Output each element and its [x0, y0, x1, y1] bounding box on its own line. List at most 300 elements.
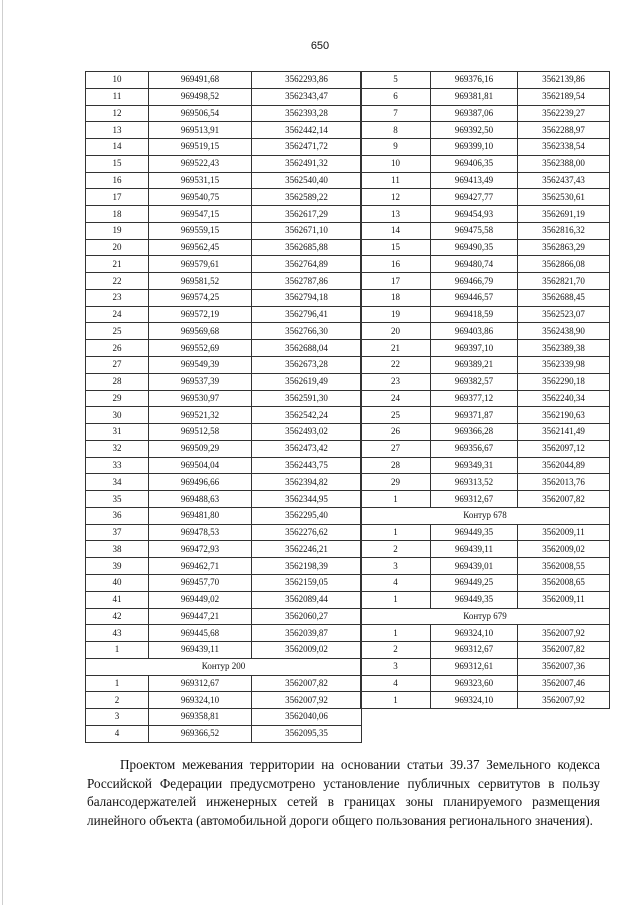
y-coordinate-cell: 3562540,40	[252, 172, 362, 189]
x-coordinate-cell: 969478,53	[149, 524, 252, 541]
table-row	[361, 424, 610, 441]
point-number-cell: 19	[86, 222, 149, 239]
x-coordinate-cell: 969562,45	[149, 239, 252, 256]
y-coordinate-cell: 3562617,29	[252, 206, 362, 223]
table-row	[361, 88, 610, 105]
y-coordinate-cell: 3562685,88	[252, 239, 362, 256]
point-number-cell: 25	[86, 323, 149, 340]
table-row	[86, 541, 362, 558]
x-coordinate-cell: 969504,04	[149, 457, 252, 474]
point-number-cell: 12	[361, 189, 431, 206]
table-row	[86, 440, 362, 457]
point-number-cell: 1	[86, 642, 149, 659]
y-coordinate-cell: 3562338,54	[518, 139, 610, 156]
point-number-cell: 11	[86, 88, 149, 105]
y-coordinate-cell: 3562040,06	[252, 709, 362, 726]
point-number-cell: 28	[86, 373, 149, 390]
point-number-cell: 2	[361, 541, 431, 558]
point-number-cell: 23	[86, 289, 149, 306]
x-coordinate-cell: 969506,54	[149, 105, 252, 122]
y-coordinate-cell: 3562691,19	[518, 206, 610, 223]
table-row	[86, 558, 362, 575]
y-coordinate-cell: 3562295,40	[252, 507, 362, 524]
y-coordinate-cell: 3562673,28	[252, 357, 362, 374]
table-row	[361, 273, 610, 290]
contour-header-row	[361, 507, 610, 524]
x-coordinate-cell: 969449,25	[431, 574, 518, 591]
y-coordinate-cell: 3562198,39	[252, 558, 362, 575]
x-coordinate-cell: 969540,75	[149, 189, 252, 206]
x-coordinate-cell: 969366,52	[149, 725, 252, 742]
point-number-cell: 29	[86, 390, 149, 407]
table-row	[361, 642, 610, 659]
coordinates-table-left	[85, 71, 362, 743]
x-coordinate-cell: 969472,93	[149, 541, 252, 558]
y-coordinate-cell: 3562007,92	[252, 692, 362, 709]
x-coordinate-cell: 969397,10	[431, 340, 518, 357]
y-coordinate-cell: 3562473,42	[252, 440, 362, 457]
point-number-cell: 6	[361, 88, 431, 105]
y-coordinate-cell: 3562007,92	[518, 625, 610, 642]
table-row	[361, 222, 610, 239]
x-coordinate-cell: 969381,81	[431, 88, 518, 105]
y-coordinate-cell: 3562009,02	[518, 541, 610, 558]
y-coordinate-cell: 3562159,05	[252, 574, 362, 591]
point-number-cell: 3	[361, 558, 431, 575]
y-coordinate-cell: 3562044,89	[518, 457, 610, 474]
x-coordinate-cell: 969358,81	[149, 709, 252, 726]
y-coordinate-cell: 3562339,98	[518, 357, 610, 374]
x-coordinate-cell: 969376,16	[431, 72, 518, 89]
point-number-cell: 32	[86, 440, 149, 457]
x-coordinate-cell: 969439,01	[431, 558, 518, 575]
x-coordinate-cell: 969491,68	[149, 72, 252, 89]
x-coordinate-cell: 969324,10	[431, 625, 518, 642]
table-row	[361, 155, 610, 172]
table-row	[361, 72, 610, 89]
x-coordinate-cell: 969530,97	[149, 390, 252, 407]
table-row	[86, 625, 362, 642]
point-number-cell: 29	[361, 474, 431, 491]
point-number-cell: 28	[361, 457, 431, 474]
y-coordinate-cell: 3562139,86	[518, 72, 610, 89]
point-number-cell: 4	[361, 675, 431, 692]
y-coordinate-cell: 3562442,14	[252, 122, 362, 139]
point-number-cell: 2	[86, 692, 149, 709]
x-coordinate-cell: 969382,57	[431, 373, 518, 390]
y-coordinate-cell: 3562491,32	[252, 155, 362, 172]
x-coordinate-cell: 969521,32	[149, 407, 252, 424]
x-coordinate-cell: 969356,67	[431, 440, 518, 457]
table-row	[86, 491, 362, 508]
table-row	[361, 323, 610, 340]
x-coordinate-cell: 969389,21	[431, 357, 518, 374]
point-number-cell: 1	[361, 524, 431, 541]
table-row	[86, 273, 362, 290]
y-coordinate-cell: 3562591,30	[252, 390, 362, 407]
table-row	[86, 289, 362, 306]
table-row	[361, 172, 610, 189]
y-coordinate-cell: 3562293,86	[252, 72, 362, 89]
point-number-cell: 27	[361, 440, 431, 457]
table-row	[86, 239, 362, 256]
y-coordinate-cell: 3562530,61	[518, 189, 610, 206]
x-coordinate-cell: 969377,12	[431, 390, 518, 407]
x-coordinate-cell: 969488,63	[149, 491, 252, 508]
x-coordinate-cell: 969324,10	[431, 692, 518, 709]
point-number-cell: 11	[361, 172, 431, 189]
y-coordinate-cell: 3562344,95	[252, 491, 362, 508]
table-row	[86, 591, 362, 608]
table-row	[86, 340, 362, 357]
y-coordinate-cell: 3562388,00	[518, 155, 610, 172]
y-coordinate-cell: 3562764,89	[252, 256, 362, 273]
point-number-cell: 40	[86, 574, 149, 591]
table-row	[86, 457, 362, 474]
table-row	[361, 541, 610, 558]
table-row	[86, 574, 362, 591]
table-row	[86, 306, 362, 323]
x-coordinate-cell: 969549,39	[149, 357, 252, 374]
point-number-cell: 16	[86, 172, 149, 189]
page-number: 650	[310, 40, 330, 52]
table-row	[86, 155, 362, 172]
table-row	[86, 139, 362, 156]
point-number-cell: 25	[361, 407, 431, 424]
table-row	[361, 189, 610, 206]
table-row	[361, 558, 610, 575]
x-coordinate-cell: 969559,15	[149, 222, 252, 239]
x-coordinate-cell: 969439,11	[149, 642, 252, 659]
y-coordinate-cell: 3562816,32	[518, 222, 610, 239]
y-coordinate-cell: 3562443,75	[252, 457, 362, 474]
point-number-cell: 24	[361, 390, 431, 407]
y-coordinate-cell: 3562688,45	[518, 289, 610, 306]
table-row	[361, 675, 610, 692]
x-coordinate-cell: 969513,91	[149, 122, 252, 139]
x-coordinate-cell: 969490,35	[431, 239, 518, 256]
y-coordinate-cell: 3562394,82	[252, 474, 362, 491]
y-coordinate-cell: 3562060,27	[252, 608, 362, 625]
point-number-cell: 36	[86, 507, 149, 524]
y-coordinate-cell: 3562276,62	[252, 524, 362, 541]
point-number-cell: 31	[86, 424, 149, 441]
y-coordinate-cell: 3562671,10	[252, 222, 362, 239]
x-coordinate-cell: 969313,52	[431, 474, 518, 491]
point-number-cell: 2	[361, 642, 431, 659]
point-number-cell: 26	[361, 424, 431, 441]
table-row	[86, 675, 362, 692]
x-coordinate-cell: 969323,60	[431, 675, 518, 692]
y-coordinate-cell: 3562288,97	[518, 122, 610, 139]
coordinates-table-left-body	[86, 72, 362, 743]
y-coordinate-cell: 3562190,63	[518, 407, 610, 424]
x-coordinate-cell: 969512,58	[149, 424, 252, 441]
y-coordinate-cell: 3562688,04	[252, 340, 362, 357]
table-row	[361, 256, 610, 273]
table-row	[86, 424, 362, 441]
x-coordinate-cell: 969447,21	[149, 608, 252, 625]
table-row	[361, 206, 610, 223]
point-number-cell: 13	[361, 206, 431, 223]
point-number-cell: 3	[361, 658, 431, 675]
y-coordinate-cell: 3562009,11	[518, 591, 610, 608]
y-coordinate-cell: 3562007,82	[518, 642, 610, 659]
y-coordinate-cell: 3562438,90	[518, 323, 610, 340]
x-coordinate-cell: 969403,86	[431, 323, 518, 340]
y-coordinate-cell: 3562008,55	[518, 558, 610, 575]
x-coordinate-cell: 969466,79	[431, 273, 518, 290]
y-coordinate-cell: 3562246,21	[252, 541, 362, 558]
y-coordinate-cell: 3562007,46	[518, 675, 610, 692]
y-coordinate-cell: 3562542,24	[252, 407, 362, 424]
table-row	[361, 625, 610, 642]
table-row	[361, 591, 610, 608]
table-row	[86, 189, 362, 206]
point-number-cell: 7	[361, 105, 431, 122]
y-coordinate-cell: 3562523,07	[518, 306, 610, 323]
x-coordinate-cell: 969439,11	[431, 541, 518, 558]
point-number-cell: 27	[86, 357, 149, 374]
point-number-cell: 35	[86, 491, 149, 508]
y-coordinate-cell: 3562437,43	[518, 172, 610, 189]
y-coordinate-cell: 3562007,36	[518, 658, 610, 675]
y-coordinate-cell: 3562796,41	[252, 306, 362, 323]
y-coordinate-cell: 3562821,70	[518, 273, 610, 290]
table-row	[86, 642, 362, 659]
y-coordinate-cell: 3562007,92	[518, 692, 610, 709]
y-coordinate-cell: 3562343,47	[252, 88, 362, 105]
x-coordinate-cell: 969454,93	[431, 206, 518, 223]
table-row	[86, 357, 362, 374]
x-coordinate-cell: 969475,58	[431, 222, 518, 239]
contour-label: Контур 679	[361, 608, 610, 625]
x-coordinate-cell: 969349,31	[431, 457, 518, 474]
x-coordinate-cell: 969569,68	[149, 323, 252, 340]
table-row	[361, 390, 610, 407]
point-number-cell: 20	[361, 323, 431, 340]
point-number-cell: 14	[361, 222, 431, 239]
point-number-cell: 1	[361, 625, 431, 642]
table-row	[86, 222, 362, 239]
point-number-cell: 10	[361, 155, 431, 172]
point-number-cell: 18	[361, 289, 431, 306]
x-coordinate-cell: 969413,49	[431, 172, 518, 189]
x-coordinate-cell: 969449,02	[149, 591, 252, 608]
y-coordinate-cell: 3562393,28	[252, 105, 362, 122]
table-row	[361, 139, 610, 156]
x-coordinate-cell: 969572,19	[149, 306, 252, 323]
x-coordinate-cell: 969387,06	[431, 105, 518, 122]
y-coordinate-cell: 3562009,11	[518, 524, 610, 541]
x-coordinate-cell: 969574,25	[149, 289, 252, 306]
y-coordinate-cell: 3562007,82	[252, 675, 362, 692]
point-number-cell: 1	[361, 591, 431, 608]
point-number-cell: 20	[86, 239, 149, 256]
point-number-cell: 41	[86, 591, 149, 608]
y-coordinate-cell: 3562189,54	[518, 88, 610, 105]
x-coordinate-cell: 969498,52	[149, 88, 252, 105]
point-number-cell: 18	[86, 206, 149, 223]
y-coordinate-cell: 3562290,18	[518, 373, 610, 390]
table-row	[86, 390, 362, 407]
table-row	[86, 507, 362, 524]
x-coordinate-cell: 969519,15	[149, 139, 252, 156]
x-coordinate-cell: 969481,80	[149, 507, 252, 524]
point-number-cell: 3	[86, 709, 149, 726]
y-coordinate-cell: 3562007,82	[518, 491, 610, 508]
x-coordinate-cell: 969366,28	[431, 424, 518, 441]
point-number-cell: 34	[86, 474, 149, 491]
point-number-cell: 15	[86, 155, 149, 172]
table-row	[86, 407, 362, 424]
table-row	[361, 105, 610, 122]
point-number-cell: 17	[361, 273, 431, 290]
table-row	[361, 340, 610, 357]
table-row	[361, 440, 610, 457]
x-coordinate-cell: 969547,15	[149, 206, 252, 223]
contour-header-row	[361, 608, 610, 625]
table-row	[361, 658, 610, 675]
x-coordinate-cell: 969579,61	[149, 256, 252, 273]
x-coordinate-cell: 969418,59	[431, 306, 518, 323]
table-row	[361, 457, 610, 474]
y-coordinate-cell: 3562471,72	[252, 139, 362, 156]
point-number-cell: 19	[361, 306, 431, 323]
point-number-cell: 1	[361, 491, 431, 508]
y-coordinate-cell: 3562589,22	[252, 189, 362, 206]
y-coordinate-cell: 3562008,65	[518, 574, 610, 591]
point-number-cell: 33	[86, 457, 149, 474]
table-row	[361, 306, 610, 323]
table-row	[361, 122, 610, 139]
y-coordinate-cell: 3562089,44	[252, 591, 362, 608]
body-paragraph: Проектом межевания территории на основании статьи 39.37 Земельного кодекса Российской Федерации предусмотрено установление публичных сервитутов в пользу балансодержателей инженерных сетей в границах зоны планируемого размещения линейного объекта (автомобильной дороги общего пользования регионального значения).	[87, 757, 600, 828]
point-number-cell: 39	[86, 558, 149, 575]
y-coordinate-cell: 3562141,49	[518, 424, 610, 441]
y-coordinate-cell: 3562766,30	[252, 323, 362, 340]
table-row	[86, 709, 362, 726]
contour-label: Контур 200	[86, 658, 362, 675]
x-coordinate-cell: 969531,15	[149, 172, 252, 189]
point-number-cell: 23	[361, 373, 431, 390]
x-coordinate-cell: 969371,87	[431, 407, 518, 424]
x-coordinate-cell: 969509,29	[149, 440, 252, 457]
x-coordinate-cell: 969312,61	[431, 658, 518, 675]
y-coordinate-cell: 3562240,34	[518, 390, 610, 407]
x-coordinate-cell: 969457,70	[149, 574, 252, 591]
table-row	[86, 172, 362, 189]
coordinates-table-right-body	[361, 72, 610, 709]
point-number-cell: 13	[86, 122, 149, 139]
point-number-cell: 1	[361, 692, 431, 709]
table-row	[86, 122, 362, 139]
x-coordinate-cell: 969449,35	[431, 591, 518, 608]
x-coordinate-cell: 969446,57	[431, 289, 518, 306]
point-number-cell: 42	[86, 608, 149, 625]
point-number-cell: 21	[86, 256, 149, 273]
point-number-cell: 16	[361, 256, 431, 273]
y-coordinate-cell: 3562239,27	[518, 105, 610, 122]
y-coordinate-cell: 3562039,87	[252, 625, 362, 642]
point-number-cell: 21	[361, 340, 431, 357]
point-number-cell: 10	[86, 72, 149, 89]
x-coordinate-cell: 969496,66	[149, 474, 252, 491]
x-coordinate-cell: 969324,10	[149, 692, 252, 709]
table-row	[86, 256, 362, 273]
point-number-cell: 14	[86, 139, 149, 156]
point-number-cell: 43	[86, 625, 149, 642]
point-number-cell: 1	[86, 675, 149, 692]
point-number-cell: 26	[86, 340, 149, 357]
y-coordinate-cell: 3562009,02	[252, 642, 362, 659]
y-coordinate-cell: 3562389,38	[518, 340, 610, 357]
x-coordinate-cell: 969399,10	[431, 139, 518, 156]
scan-edge-line	[2, 0, 3, 905]
x-coordinate-cell: 969537,39	[149, 373, 252, 390]
x-coordinate-cell: 969445,68	[149, 625, 252, 642]
point-number-cell: 38	[86, 541, 149, 558]
x-coordinate-cell: 969522,43	[149, 155, 252, 172]
table-row	[361, 289, 610, 306]
point-number-cell: 22	[361, 357, 431, 374]
point-number-cell: 37	[86, 524, 149, 541]
x-coordinate-cell: 969427,77	[431, 189, 518, 206]
y-coordinate-cell: 3562787,86	[252, 273, 362, 290]
table-row	[86, 105, 362, 122]
y-coordinate-cell: 3562095,35	[252, 725, 362, 742]
x-coordinate-cell: 969406,35	[431, 155, 518, 172]
x-coordinate-cell: 969462,71	[149, 558, 252, 575]
point-number-cell: 8	[361, 122, 431, 139]
table-row	[361, 373, 610, 390]
x-coordinate-cell: 969312,67	[431, 491, 518, 508]
y-coordinate-cell: 3562013,76	[518, 474, 610, 491]
point-number-cell: 24	[86, 306, 149, 323]
y-coordinate-cell: 3562794,18	[252, 289, 362, 306]
table-row	[361, 239, 610, 256]
contour-label: Контур 678	[361, 507, 610, 524]
x-coordinate-cell: 969312,67	[431, 642, 518, 659]
table-row	[86, 524, 362, 541]
point-number-cell: 22	[86, 273, 149, 290]
x-coordinate-cell: 969581,52	[149, 273, 252, 290]
table-row	[86, 206, 362, 223]
point-number-cell: 5	[361, 72, 431, 89]
x-coordinate-cell: 969312,67	[149, 675, 252, 692]
contour-header-row	[86, 658, 362, 675]
point-number-cell: 4	[361, 574, 431, 591]
table-row	[361, 474, 610, 491]
table-row	[86, 88, 362, 105]
y-coordinate-cell: 3562866,08	[518, 256, 610, 273]
point-number-cell: 9	[361, 139, 431, 156]
table-row	[361, 524, 610, 541]
x-coordinate-cell: 969392,50	[431, 122, 518, 139]
y-coordinate-cell: 3562863,29	[518, 239, 610, 256]
x-coordinate-cell: 969449,35	[431, 524, 518, 541]
point-number-cell: 30	[86, 407, 149, 424]
table-row	[86, 474, 362, 491]
table-row	[86, 608, 362, 625]
point-number-cell: 15	[361, 239, 431, 256]
y-coordinate-cell: 3562493,02	[252, 424, 362, 441]
table-row	[86, 725, 362, 742]
coordinates-table-right	[360, 71, 610, 709]
table-row	[361, 692, 610, 709]
table-row	[361, 407, 610, 424]
table-row	[86, 72, 362, 89]
